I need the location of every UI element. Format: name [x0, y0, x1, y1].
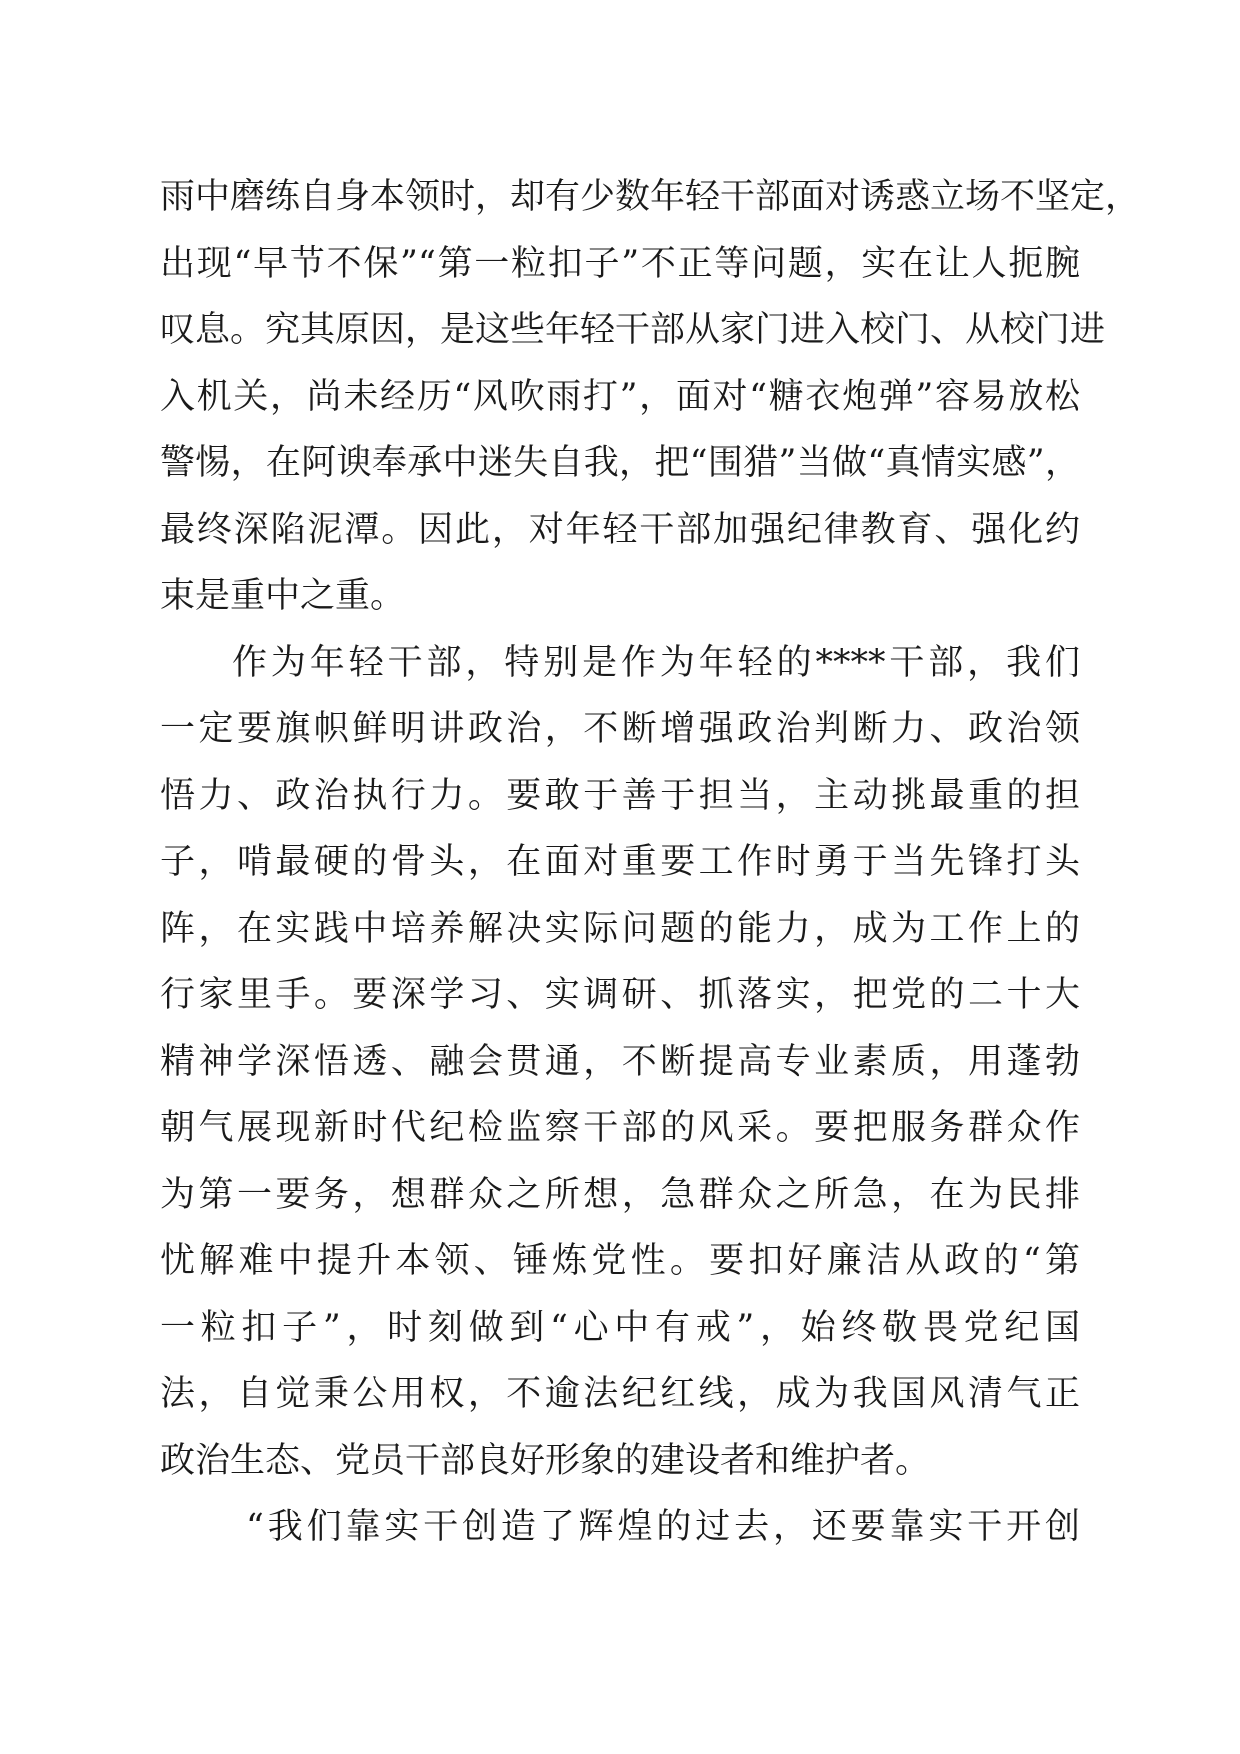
paragraph-2-line-6: 行家里手。要深学习、实调研、抓落实，把党的二十大	[160, 975, 1080, 1015]
paragraph-3	[160, 1494, 1080, 1561]
paragraph-2-line-5: 阵，在实践中培养解决实际问题的能力，成为工作上的	[160, 908, 1080, 949]
paragraph-2-line-13: 政治生态、党员干部良好形象的建设者和维护者。	[160, 1440, 931, 1481]
paragraph-2-line-7: 精神学深悟透、融会贯通，不断提高专业素质，用蓬勃	[160, 1041, 1080, 1082]
paragraph-2-line-3: 悟力、政治执行力。要敢于善于担当，主动挑最重的担	[160, 775, 1080, 816]
paragraph-2-line-2: 一定要旗帜鲜明讲政治，不断增强政治判断力、政治领	[160, 709, 1080, 749]
paragraph-2-line-1: 作为年轻干部，特别是作为年轻的****干部，我们	[232, 642, 1080, 683]
paragraph-2-line-11: 一粒扣子”，时刻做到“心中有戒”，始终敬畏党纪国	[160, 1307, 1080, 1348]
paragraph-2	[160, 630, 1080, 1495]
paragraph-2-line-8: 朝气展现新时代纪检监察干部的风采。要把服务群众作	[160, 1108, 1080, 1148]
paragraph-1-line-6: 最终深陷泥潭。因此，对年轻干部加强纪律教育、强化约	[160, 509, 1080, 550]
paragraph-2-line-12: 法，自觉秉公用权，不逾法纪红线，成为我国风清气正	[160, 1374, 1080, 1414]
paragraph-1-line-5: 警惕，在阿谀奉承中迷失自我，把“围猎”当做“真情实感”，	[160, 443, 1080, 483]
paragraph-2-line-9: 为第一要务，想群众之所想，急群众之所急，在为民排	[160, 1174, 1080, 1215]
paragraph-3-line-1: “我们靠实干创造了辉煌的过去，还要靠实干开创	[246, 1507, 1080, 1547]
paragraph-1-line-4: 入机关，尚未经历“风吹雨打”，面对“糖衣炮弹”容易放松	[160, 376, 1080, 417]
paragraph-1-line-3: 叹息。究其原因，是这些年轻干部从家门进入校门、从校门进	[160, 310, 1106, 350]
paragraph-1-line-2: 出现“早节不保”“第一粒扣子”不正等问题，实在让人扼腕	[160, 243, 1080, 284]
paragraph-1	[160, 164, 1141, 630]
paragraph-1-line-1: 雨中磨练自身本领时，却有少数年轻干部面对诱惑立场不坚定，	[160, 177, 1141, 217]
document-body	[160, 164, 1141, 1561]
paragraph-2-line-4: 子，啃最硬的骨头，在面对重要工作时勇于当先锋打头	[160, 842, 1080, 882]
paragraph-1-line-7: 束是重中之重。	[160, 576, 406, 616]
paragraph-2-line-10: 忧解难中提升本领、锤炼党性。要扣好廉洁从政的“第	[160, 1241, 1080, 1281]
